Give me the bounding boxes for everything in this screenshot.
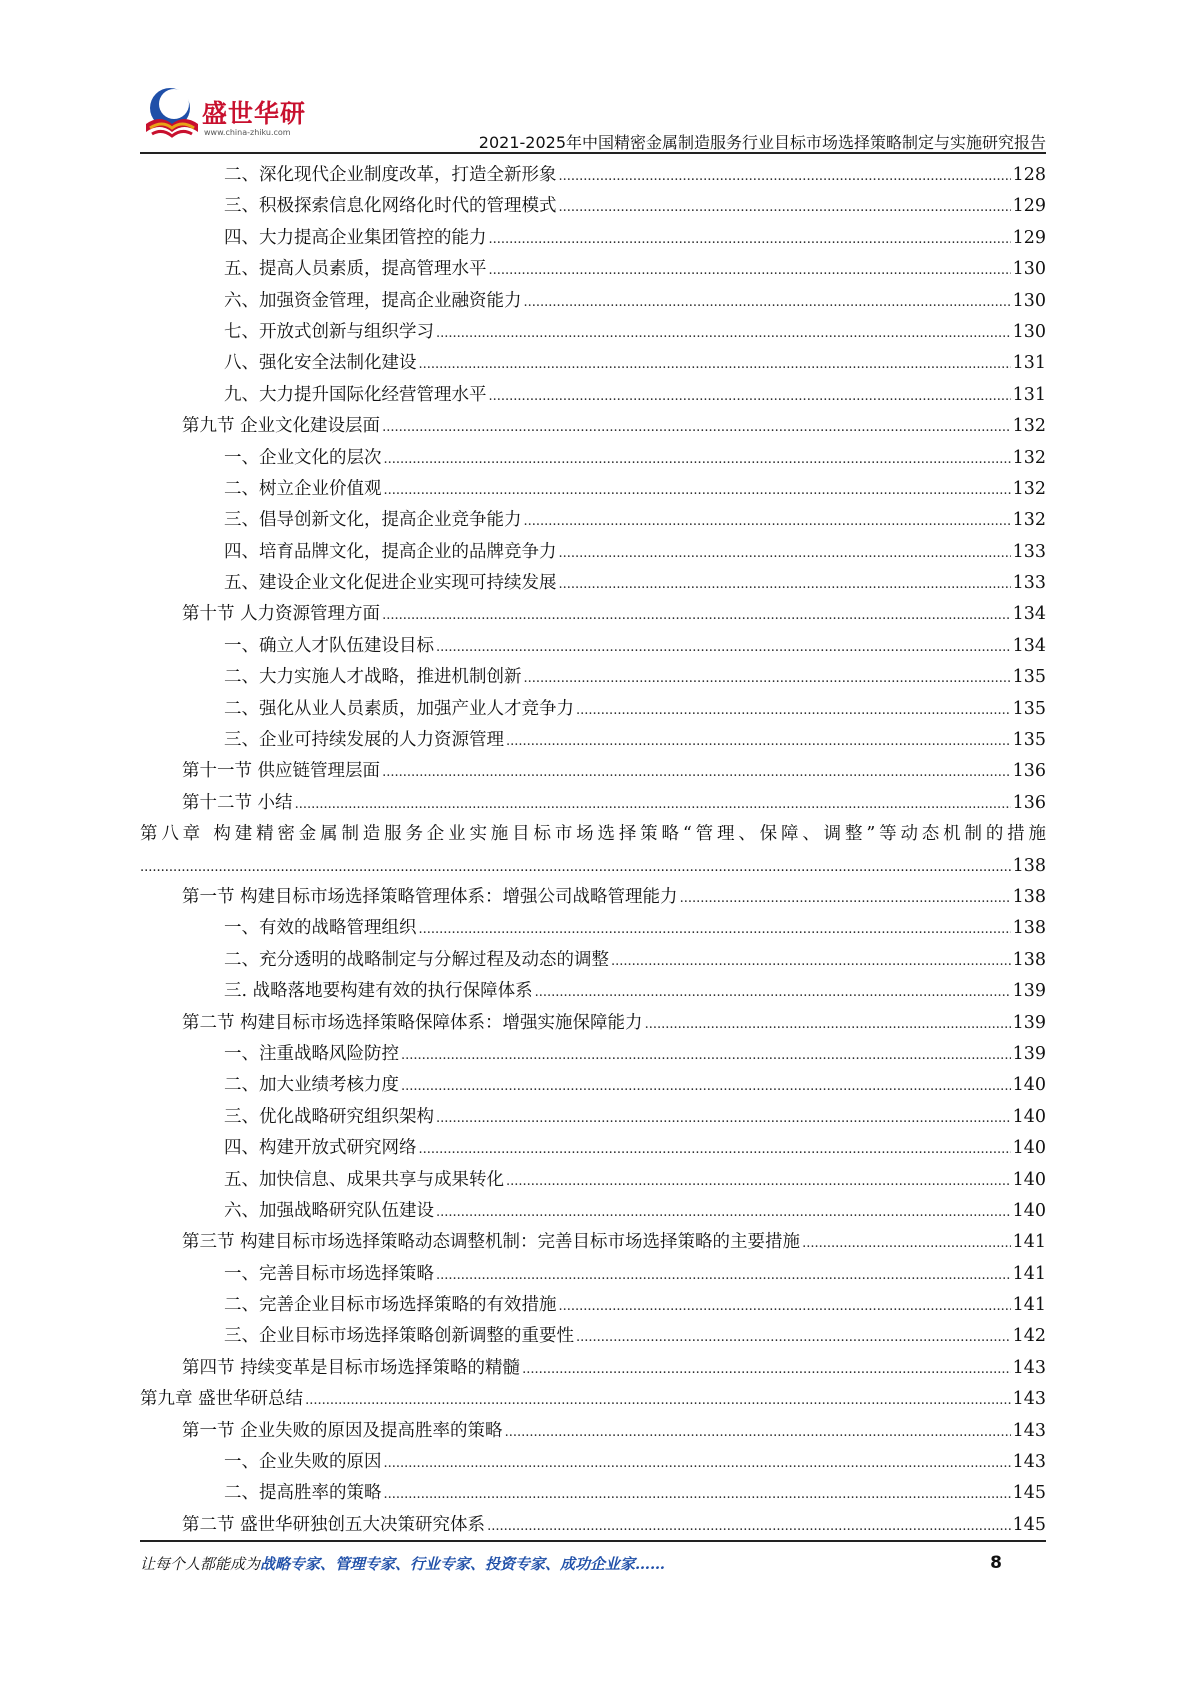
- toc-entry-continuation[interactable]: [140, 851, 1046, 882]
- dot-leader: [559, 569, 1011, 600]
- toc-entry[interactable]: [140, 443, 1046, 474]
- toc-entry-title: 第十一节 供应链管理层面: [182, 761, 381, 782]
- toc-entry-page: 141: [1012, 1295, 1046, 1316]
- toc-entry-title: 七、开放式创新与组织学习: [224, 321, 434, 342]
- dot-leader: [140, 852, 1011, 883]
- toc-entry-page: 143: [1012, 1389, 1046, 1410]
- dot-leader: [487, 1511, 1011, 1542]
- dot-leader: [645, 1009, 1011, 1040]
- logo-book-icon: [140, 84, 204, 146]
- toc-entry[interactable]: [140, 1447, 1046, 1478]
- dot-leader: [436, 1197, 1011, 1228]
- dot-leader: [506, 726, 1011, 757]
- toc-entry-title: 二、完善企业目标市场选择策略的有效措施: [224, 1295, 557, 1316]
- toc-entry[interactable]: [140, 725, 1046, 756]
- toc-entry[interactable]: [140, 819, 1046, 850]
- toc-entry-title: 一、有效的战略管理组织: [224, 918, 417, 939]
- toc-entry-page: 140: [1012, 1138, 1046, 1159]
- toc-entry-title: 三、倡导创新文化，提高企业竞争能力: [224, 510, 522, 531]
- toc-entry-page: 138: [1012, 918, 1046, 939]
- dot-leader: [489, 255, 1011, 286]
- toc-entry[interactable]: [140, 756, 1046, 787]
- toc-entry-title: 二、树立企业价值观: [224, 478, 382, 499]
- dot-leader: [384, 1448, 1011, 1479]
- toc-entry-title: 第九章 盛世华研总结: [140, 1389, 304, 1410]
- dot-leader: [559, 192, 1011, 223]
- report-title: 2021-2025年中国精密金属制造服务行业目标市场选择策略制定与实施研究报告: [478, 133, 1046, 152]
- toc-entry-title: 第一节 构建目标市场选择策略管理体系：增强公司战略管理能力: [182, 886, 678, 907]
- dot-leader: [680, 883, 1011, 914]
- dot-leader: [489, 224, 1011, 255]
- toc-entry-title: 五、提高人员素质，提高管理水平: [224, 259, 487, 280]
- dot-leader: [576, 695, 1011, 726]
- toc-entry[interactable]: [140, 913, 1046, 944]
- toc-entry[interactable]: [140, 1196, 1046, 1227]
- toc-entry[interactable]: [140, 1227, 1046, 1258]
- toc-entry-page: 132: [1012, 478, 1046, 499]
- toc-entry-page: 141: [1012, 1232, 1046, 1253]
- toc-entry[interactable]: [140, 1416, 1046, 1447]
- dot-leader: [802, 1228, 1011, 1259]
- toc-entry[interactable]: [140, 160, 1046, 191]
- toc-entry-page: 128: [1012, 165, 1046, 185]
- toc-entry[interactable]: [140, 411, 1046, 442]
- toc-entry-title: 第三节 构建目标市场选择策略动态调整机制：完善目标市场选择策略的主要措施: [182, 1232, 801, 1253]
- toc-entry-title: 二、充分透明的战略制定与分解过程及动态的调整: [224, 949, 609, 970]
- page-footer: [140, 1553, 1046, 1583]
- toc-entry[interactable]: [140, 945, 1046, 976]
- logo-url: www.china-zhiku.com: [204, 128, 291, 137]
- toc-entry-title: 第九节 企业文化建设层面: [182, 416, 381, 437]
- toc-entry-title: 一、注重战略风险防控: [224, 1043, 399, 1064]
- dot-leader: [559, 538, 1011, 569]
- toc-entry-page: 140: [1012, 1200, 1046, 1221]
- toc-entry-page: 138: [1012, 949, 1046, 970]
- toc-entry-page: 132: [1012, 416, 1046, 437]
- toc-entry-page: 131: [1012, 384, 1046, 405]
- dot-leader: [436, 318, 1011, 349]
- toc-entry[interactable]: [140, 1008, 1046, 1039]
- toc-entry[interactable]: [140, 1384, 1046, 1415]
- toc-entry-page: 145: [1012, 1514, 1046, 1535]
- toc-entry-page: 136: [1012, 792, 1046, 813]
- toc-entry-title: 二、加大业绩考核力度: [224, 1075, 399, 1096]
- toc-entry[interactable]: [140, 631, 1046, 662]
- toc-entry-page: 135: [1012, 730, 1046, 751]
- dot-leader: [522, 1354, 1011, 1385]
- toc-entry-title: 第四节 持续变革是目标市场选择策略的精髓: [182, 1357, 521, 1378]
- dot-leader: [611, 946, 1011, 977]
- toc-entry-title: 第八章 构建精密金属制造服务企业实施目标市场选择策略“管理、保障、调整”等动态机制的措施: [140, 824, 1046, 845]
- toc-entry[interactable]: [140, 1070, 1046, 1101]
- toc-entry-page: 130: [1012, 290, 1046, 311]
- toc-entry-title: 三、企业目标市场选择策略创新调整的重要性: [224, 1326, 574, 1347]
- toc-entry-page: 142: [1012, 1326, 1046, 1347]
- toc-entry-title: 三. 战略落地要构建有效的执行保障体系: [224, 981, 533, 1002]
- toc-entry[interactable]: [140, 662, 1046, 693]
- toc-entry[interactable]: [140, 191, 1046, 222]
- toc-entry-page: 141: [1012, 1263, 1046, 1284]
- toc-entry[interactable]: [140, 474, 1046, 505]
- dot-leader: [436, 632, 1011, 663]
- toc-entry-title: 一、确立人才队伍建设目标: [224, 635, 434, 656]
- toc-entry[interactable]: [140, 1165, 1046, 1196]
- toc-entry-page: 145: [1012, 1483, 1046, 1504]
- toc-entry-page: 133: [1012, 573, 1046, 594]
- dot-leader: [505, 1417, 1011, 1448]
- dot-leader: [419, 1134, 1011, 1165]
- dot-leader: [559, 161, 1011, 192]
- toc-entry-title: 五、加快信息、成果共享与成果转化: [224, 1169, 504, 1190]
- toc-entry[interactable]: [140, 1102, 1046, 1133]
- toc-entry-title: 二、大力实施人才战略，推进机制创新: [224, 667, 522, 688]
- toc-entry-page: 140: [1012, 1169, 1046, 1190]
- toc-entry-title: 二、深化现代企业制度改革，打造全新形象: [224, 165, 557, 185]
- page-header: [140, 84, 1046, 152]
- dot-leader: [401, 1040, 1011, 1071]
- toc-entry-page: 132: [1012, 510, 1046, 531]
- toc-entry[interactable]: [140, 568, 1046, 599]
- dot-leader: [382, 412, 1011, 443]
- company-logo: [140, 84, 310, 146]
- toc-entry-title: 一、企业失败的原因: [224, 1452, 382, 1473]
- dot-leader: [524, 287, 1011, 318]
- toc-entry-page: 133: [1012, 541, 1046, 562]
- toc-entry-title: 一、企业文化的层次: [224, 447, 382, 468]
- toc-entry[interactable]: [140, 882, 1046, 913]
- toc-entry-title: 一、完善目标市场选择策略: [224, 1263, 434, 1284]
- toc-entry-page: 143: [1012, 1420, 1046, 1441]
- toc-entry[interactable]: [140, 254, 1046, 285]
- dot-leader: [382, 600, 1011, 631]
- toc-entry[interactable]: [140, 599, 1046, 630]
- dot-leader: [401, 1071, 1011, 1102]
- toc-entry-page: 129: [1012, 196, 1046, 217]
- toc-entry-page: 138: [1012, 886, 1046, 907]
- toc-entry-title: 六、加强资金管理，提高企业融资能力: [224, 290, 522, 311]
- dot-leader: [576, 1322, 1011, 1353]
- dot-leader: [436, 1260, 1011, 1291]
- toc-entry[interactable]: [140, 223, 1046, 254]
- toc-entry-page: 129: [1012, 227, 1046, 248]
- toc-entry[interactable]: [140, 788, 1046, 819]
- header-divider: [140, 152, 1046, 154]
- dot-leader: [384, 1479, 1011, 1510]
- toc-entry-title: 第二节 盛世华研独创五大决策研究体系: [182, 1514, 486, 1535]
- toc-entry-title: 九、大力提升国际化经营管理水平: [224, 384, 487, 405]
- dot-leader: [419, 349, 1011, 380]
- toc-entry[interactable]: [140, 348, 1046, 379]
- dot-leader: [384, 475, 1011, 506]
- toc-entry-page: 130: [1012, 321, 1046, 342]
- toc-entry-title: 三、优化战略研究组织架构: [224, 1106, 434, 1127]
- toc-entry[interactable]: [140, 380, 1046, 411]
- toc-entry-page: 143: [1012, 1357, 1046, 1378]
- toc-entry[interactable]: [140, 1290, 1046, 1321]
- toc-entry[interactable]: [140, 1039, 1046, 1070]
- toc-entry[interactable]: [140, 1353, 1046, 1384]
- toc-entry-page: 143: [1012, 1452, 1046, 1473]
- table-of-contents: [140, 160, 1046, 1541]
- toc-entry-page: 136: [1012, 761, 1046, 782]
- dot-leader: [384, 444, 1011, 475]
- toc-entry-title: 第二节 构建目标市场选择策略保障体系：增强实施保障能力: [182, 1012, 643, 1033]
- toc-entry-title: 五、建设企业文化促进企业实现可持续发展: [224, 573, 557, 594]
- toc-entry[interactable]: [140, 1259, 1046, 1290]
- toc-entry-title: 三、积极探索信息化网络化时代的管理模式: [224, 196, 557, 217]
- toc-entry-page: 139: [1012, 981, 1046, 1002]
- dot-leader: [524, 506, 1011, 537]
- toc-entry-title: 第十节 人力资源管理方面: [182, 604, 381, 625]
- dot-leader: [524, 663, 1011, 694]
- toc-entry[interactable]: [140, 1510, 1046, 1541]
- toc-entry-page: 139: [1012, 1043, 1046, 1064]
- dot-leader: [295, 789, 1011, 820]
- toc-entry-page: 138: [1012, 855, 1046, 876]
- footer-divider: [140, 1540, 1046, 1542]
- toc-entry-page: 140: [1012, 1075, 1046, 1096]
- dot-leader: [559, 1291, 1011, 1322]
- toc-entry[interactable]: [140, 286, 1046, 317]
- toc-entry[interactable]: [140, 1133, 1046, 1164]
- toc-entry-page: 140: [1012, 1106, 1046, 1127]
- toc-entry[interactable]: [140, 317, 1046, 348]
- dot-leader: [489, 381, 1011, 412]
- toc-entry-title: 四、培育品牌文化，提高企业的品牌竞争力: [224, 541, 557, 562]
- toc-entry-title: 二、强化从业人员素质，加强产业人才竞争力: [224, 698, 574, 719]
- toc-entry-page: 131: [1012, 353, 1046, 374]
- logo-text: 盛世华研: [202, 99, 307, 128]
- toc-entry-page: 135: [1012, 698, 1046, 719]
- toc-entry[interactable]: [140, 1478, 1046, 1509]
- toc-entry[interactable]: [140, 976, 1046, 1007]
- toc-entry[interactable]: [140, 1321, 1046, 1352]
- dot-leader: [506, 1166, 1011, 1197]
- toc-entry-title: 八、强化安全法制化建设: [224, 353, 417, 374]
- toc-entry[interactable]: [140, 537, 1046, 568]
- toc-entry-page: 132: [1012, 447, 1046, 468]
- page-number: 8: [990, 1553, 1002, 1573]
- footer-slogan-prefix: 让每个人都能成为: [140, 1555, 261, 1573]
- toc-entry-title: 六、加强战略研究队伍建设: [224, 1200, 434, 1221]
- toc-entry-page: 130: [1012, 259, 1046, 280]
- toc-entry-page: 139: [1012, 1012, 1046, 1033]
- dot-leader: [305, 1385, 1011, 1416]
- toc-entry-title: 二、提高胜率的策略: [224, 1483, 382, 1504]
- dot-leader: [535, 977, 1011, 1008]
- toc-entry-title: 第一节 企业失败的原因及提高胜率的策略: [182, 1420, 503, 1441]
- toc-entry-title: 四、大力提高企业集团管控的能力: [224, 227, 487, 248]
- toc-entry[interactable]: [140, 505, 1046, 536]
- toc-entry-page: 134: [1012, 635, 1046, 656]
- toc-entry-page: 134: [1012, 604, 1046, 625]
- toc-entry[interactable]: [140, 694, 1046, 725]
- dot-leader: [382, 757, 1011, 788]
- dot-leader: [436, 1103, 1011, 1134]
- toc-entry-page: 135: [1012, 667, 1046, 688]
- toc-entry-title: 四、构建开放式研究网络: [224, 1138, 417, 1159]
- dot-leader: [419, 914, 1011, 945]
- toc-entry-title: 三、企业可持续发展的人力资源管理: [224, 730, 504, 751]
- toc-entry-title: 第十二节 小结: [182, 792, 293, 813]
- footer-slogan-roles: 战略专家、管理专家、行业专家、投资专家、成功企业家……: [260, 1555, 666, 1573]
